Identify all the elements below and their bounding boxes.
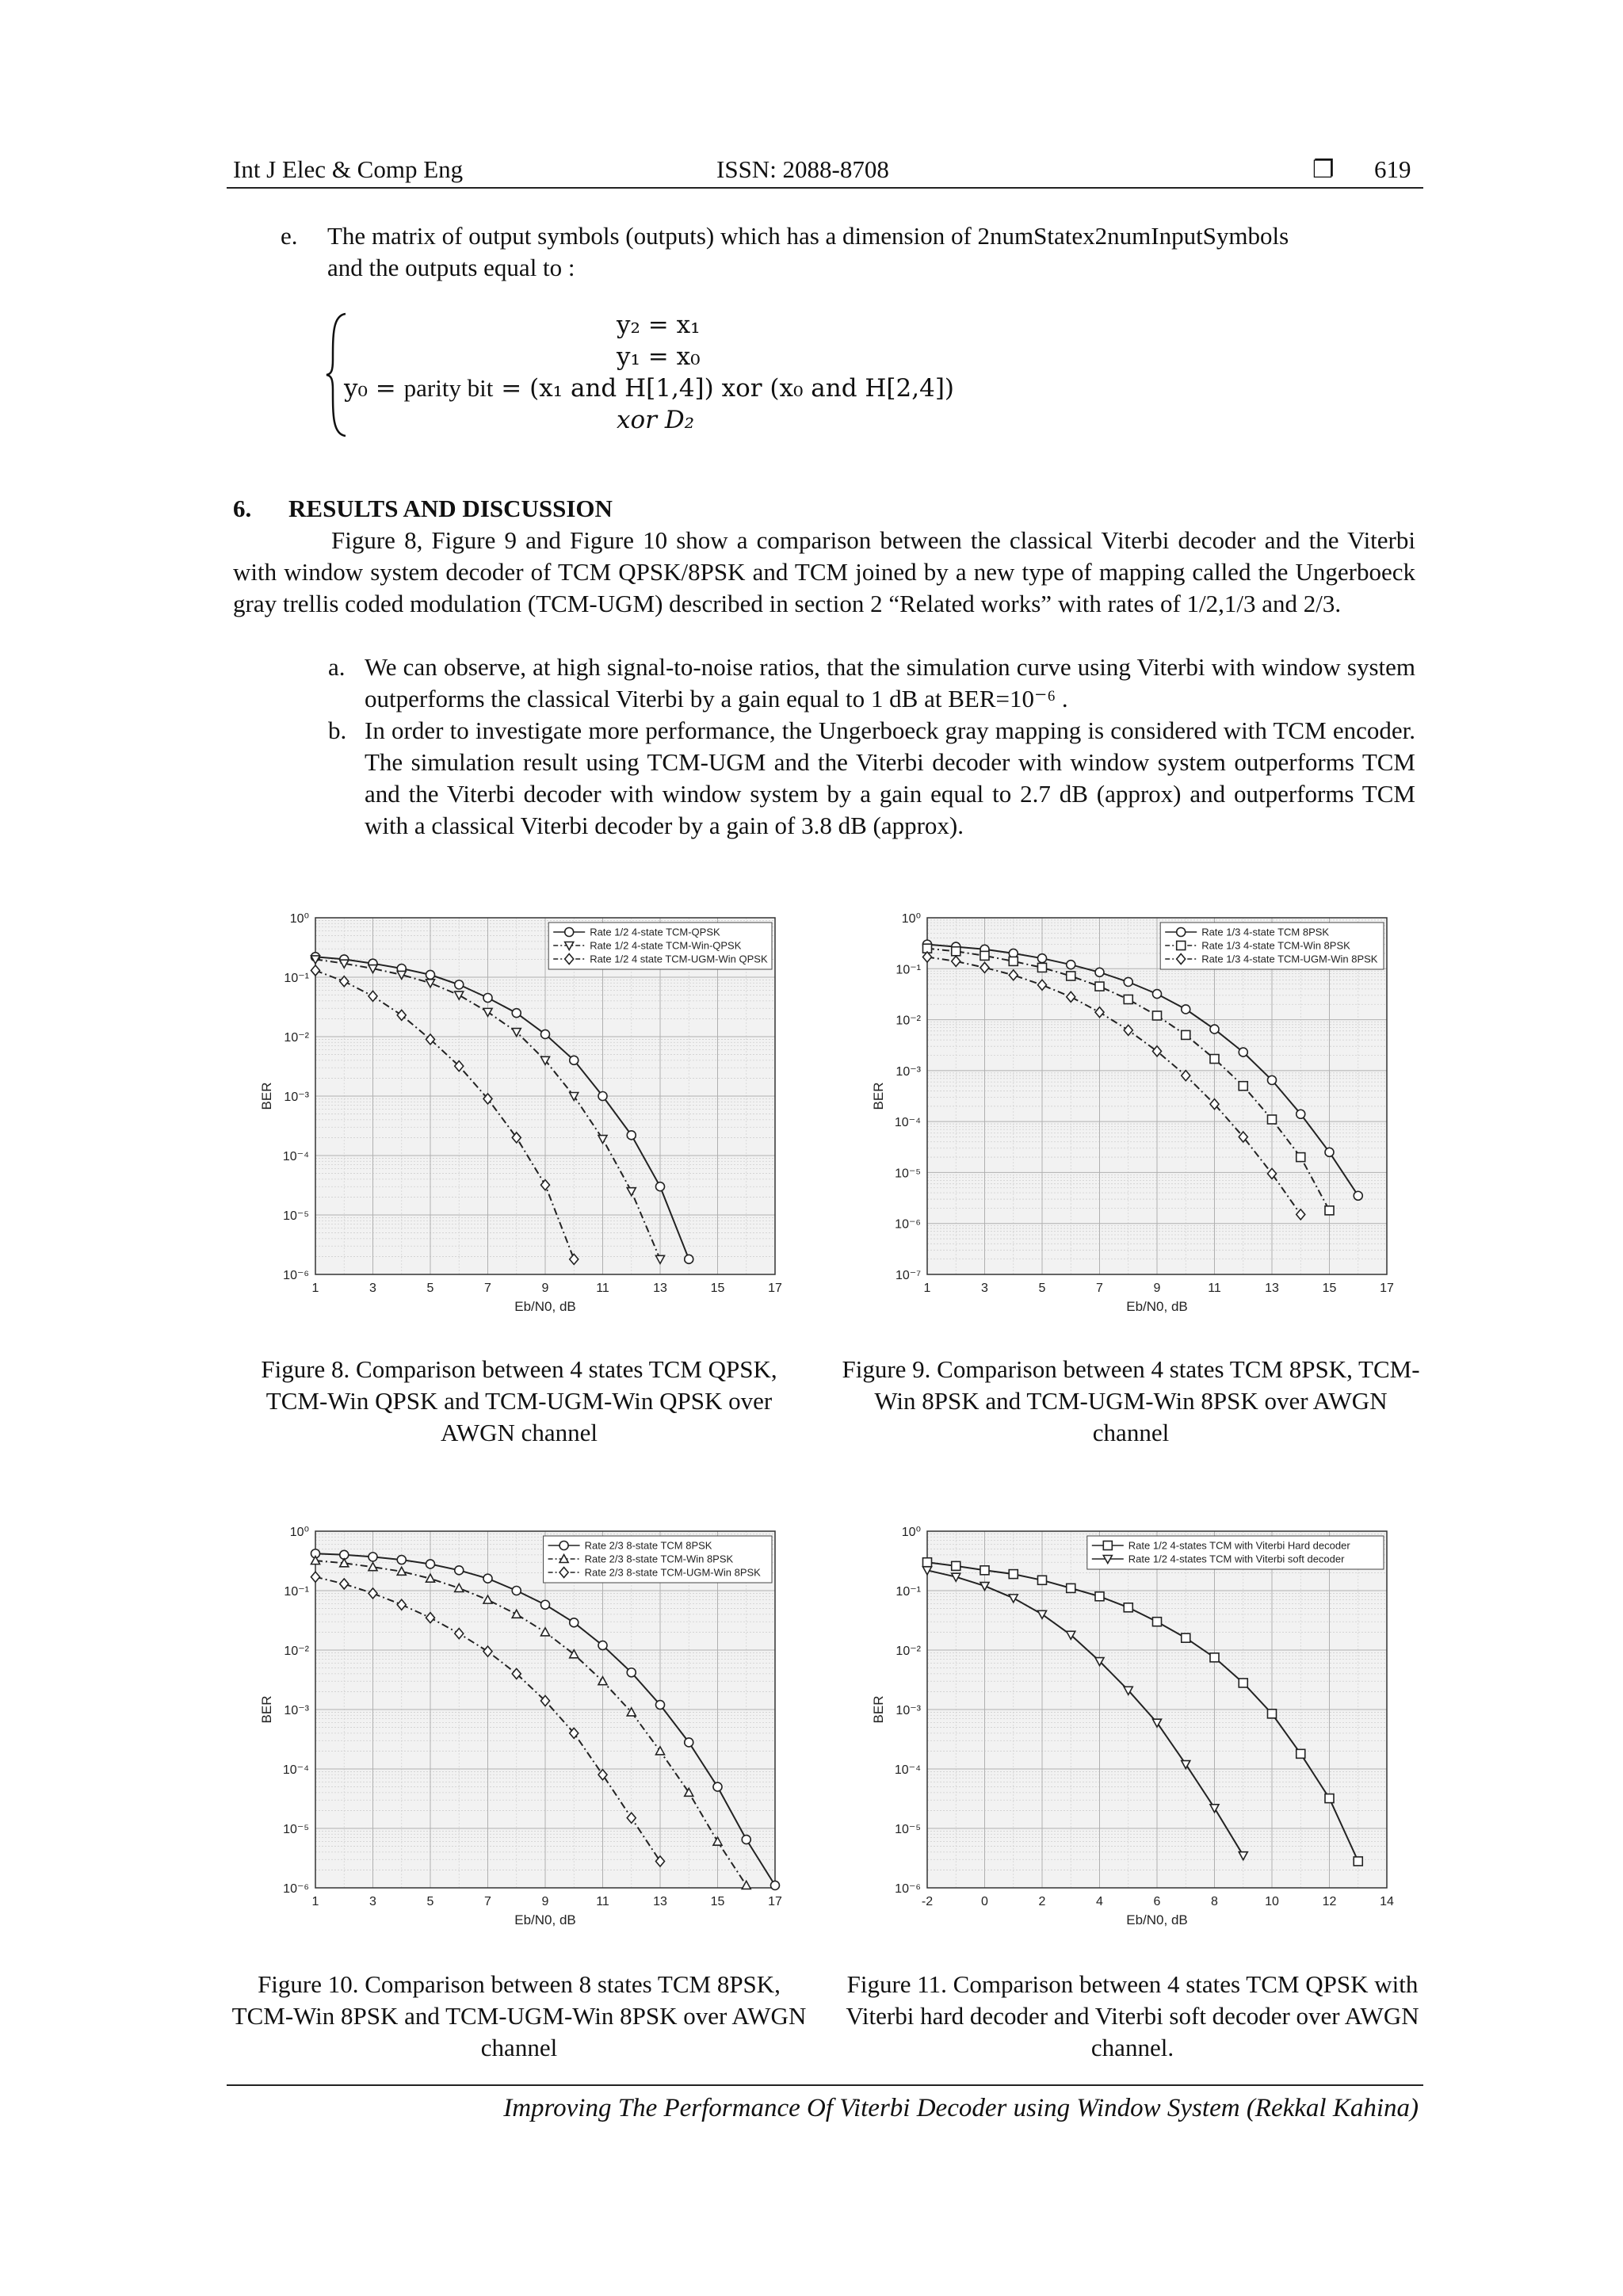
data-point [1210, 1055, 1219, 1064]
x-tick-label: 0 [981, 1895, 988, 1908]
x-tick-label: 5 [426, 1282, 434, 1295]
data-point [1239, 1082, 1247, 1091]
x-tick-label: 15 [710, 1282, 725, 1295]
item-b-marker: b. [328, 716, 347, 744]
x-tick-label: 5 [426, 1895, 434, 1908]
running-header-journal: Int J Elec & Comp Eng [233, 155, 464, 183]
data-point [541, 1030, 550, 1038]
data-point [685, 1255, 693, 1263]
y-axis-label: BER [871, 1695, 886, 1724]
x-tick-label: 3 [369, 1895, 376, 1908]
y-tick-label: 10⁻³ [896, 1704, 921, 1717]
y-tick-label: 10⁻¹ [284, 972, 309, 985]
y-tick-label: 10⁰ [901, 912, 921, 926]
y-tick-label: 10⁻⁴ [282, 1763, 309, 1777]
data-point [1153, 1011, 1162, 1020]
data-point [656, 1701, 665, 1710]
box-icon: ❐ [1312, 155, 1335, 184]
figure-8-caption: Figure 8. Comparison between 4 states TCM QPSK, TCM-Win QPSK and TCM-UGM-Win QPSK over AWGN channel [261, 1355, 777, 1446]
x-tick-label: 3 [981, 1282, 988, 1295]
legend-marker [1177, 942, 1186, 950]
data-point [1124, 995, 1132, 1003]
data-point [598, 1641, 607, 1650]
data-point [598, 1092, 607, 1101]
y-axis-label: BER [259, 1695, 274, 1724]
data-point [1153, 1618, 1162, 1626]
y-tick-label: 10⁻⁶ [283, 1882, 309, 1896]
figure-11-caption: Figure 11. Comparison between 4 states TCM QPSK with Viterbi hard decoder and Viterbi soft decoder over AWGN channel. [846, 1970, 1419, 2061]
x-tick-label: 9 [1153, 1282, 1161, 1295]
x-tick-label: 7 [1096, 1282, 1103, 1295]
data-point [1124, 977, 1132, 986]
y-tick-label: 10⁻⁵ [895, 1823, 921, 1836]
data-point [685, 1738, 693, 1747]
legend-label: Rate 2/3 8-state TCM-Win 8PSK [584, 1553, 734, 1565]
figure-9-chart [864, 902, 1403, 1330]
data-point [1268, 1710, 1277, 1718]
equation-xor-d2: xor D₂ [617, 406, 695, 434]
x-axis-label: Eb/N0, dB [1126, 1299, 1188, 1314]
x-tick-label: 9 [541, 1282, 549, 1295]
y-axis-label: BER [259, 1082, 274, 1110]
x-tick-label: 13 [1265, 1282, 1279, 1295]
x-tick-label: 1 [311, 1282, 319, 1295]
data-point [512, 1587, 521, 1595]
y-tick-label: 10⁻³ [896, 1064, 921, 1079]
figure-9-caption: Figure 9. Comparison between 4 states TCM 8PSK, TCM-Win 8PSK and TCM-UGM-Win 8PSK over AWGN channel [842, 1355, 1420, 1446]
x-tick-label: 4 [1096, 1895, 1103, 1908]
x-axis-label: Eb/N0, dB [514, 1299, 576, 1314]
x-tick-label: 11 [596, 1895, 609, 1908]
x-tick-label: 11 [596, 1282, 609, 1295]
x-tick-label: 7 [484, 1895, 491, 1908]
data-point [1325, 1148, 1334, 1156]
equation-y2: y₂ = x₁ [617, 311, 701, 339]
data-point [1095, 982, 1104, 991]
x-tick-label: 14 [1380, 1895, 1394, 1908]
data-point [627, 1668, 636, 1677]
x-axis-label: Eb/N0, dB [1126, 1912, 1188, 1927]
data-point [1067, 961, 1075, 969]
data-point [455, 980, 464, 989]
item-e-line2: and the outputs equal to : [327, 254, 575, 281]
data-point [1124, 1603, 1132, 1612]
y-tick-label: 10⁻⁴ [894, 1763, 921, 1777]
x-tick-label: 1 [311, 1895, 319, 1908]
data-point [483, 1574, 492, 1583]
data-point [1009, 957, 1018, 965]
figure-11-chart [864, 1515, 1403, 1943]
legend-label: Rate 1/3 4-state TCM-UGM-Win 8PSK [1201, 953, 1378, 965]
y-tick-label: 10⁻⁵ [283, 1823, 309, 1836]
y-tick-label: 10⁻⁶ [895, 1882, 921, 1896]
data-point [1095, 968, 1104, 976]
data-point [1038, 1576, 1047, 1584]
data-point [1210, 1025, 1219, 1033]
item-a-text: We can observe, at high signal-to-noise ratios, that the simulation curve using Viterbi with window system outperforms the classical Viterbi by a gain equal to 1 dB at BER=10⁻⁶ . [365, 653, 1415, 712]
section-title: RESULTS AND DISCUSSION [288, 495, 613, 522]
figure-8-chart [252, 902, 791, 1330]
data-point [1296, 1153, 1305, 1162]
x-tick-label: 13 [653, 1895, 667, 1908]
section-paragraph: Figure 8, Figure 9 and Figure 10 show a comparison between the classical Viterbi decoder and the Viterbi with window system decoder of TCM QPSK/8PSK and TCM joined by a new type of mapping called the Ungerboeck gray trellis coded modulation (TCM-UGM) described in section 2 “Related works” with rates of 1/2,1/3 and 2/3. [233, 526, 1415, 617]
legend-label: Rate 1/2 4-state TCM-Win-QPSK [590, 939, 742, 952]
data-point [980, 1566, 989, 1575]
data-point [1325, 1206, 1334, 1215]
data-point [1067, 1584, 1075, 1592]
data-point [570, 1618, 579, 1627]
y-tick-label: 10⁰ [901, 1526, 921, 1539]
y-tick-label: 10⁻² [896, 1014, 921, 1028]
data-point [570, 1056, 579, 1064]
data-point [656, 1182, 665, 1191]
equation-y0: y₀ = parity bit = (x₁ and H[1,4]) xor (x₀ and H[2,4]) [344, 374, 955, 403]
y-tick-label: 10⁻⁵ [283, 1209, 309, 1223]
legend-label: Rate 2/3 8-state TCM-UGM-Win 8PSK [584, 1566, 761, 1579]
x-tick-label: 15 [710, 1895, 725, 1908]
figure-10-caption: Figure 10. Comparison between 8 states TCM 8PSK, TCM-Win 8PSK and TCM-UGM-Win 8PSK over AWGN channel [231, 1970, 807, 2061]
y-tick-label: 10⁻⁷ [895, 1269, 921, 1282]
data-point [369, 1553, 377, 1561]
x-tick-label: 5 [1038, 1282, 1046, 1295]
data-point [541, 1600, 550, 1609]
x-tick-label: 6 [1153, 1895, 1161, 1908]
item-e-marker: e. [281, 222, 298, 250]
data-point [1182, 1030, 1190, 1039]
data-point [1296, 1749, 1305, 1758]
legend-label: Rate 1/2 4 state TCM-UGM-Win QPSK [590, 953, 768, 965]
running-header-issn: ISSN: 2088-8708 [716, 155, 889, 183]
footer-rule [227, 2084, 1423, 2086]
data-point [952, 1561, 960, 1570]
x-tick-label: 3 [369, 1282, 376, 1295]
legend-marker [559, 1541, 568, 1550]
data-point [1268, 1115, 1277, 1124]
x-tick-label: 17 [1380, 1282, 1394, 1295]
legend-label: Rate 2/3 8-state TCM 8PSK [584, 1539, 712, 1552]
y-tick-label: 10⁻⁴ [282, 1150, 309, 1163]
section-number: 6. [233, 495, 252, 522]
x-tick-label: 17 [768, 1282, 782, 1295]
x-tick-label: 10 [1265, 1895, 1279, 1908]
data-point [1210, 1653, 1219, 1662]
equation-y1: y₁ = x₀ [617, 342, 701, 371]
data-point [1239, 1048, 1247, 1056]
x-tick-label: 2 [1038, 1895, 1046, 1908]
header-rule [227, 187, 1423, 189]
data-point [1296, 1110, 1305, 1118]
x-axis-label: Eb/N0, dB [514, 1912, 576, 1927]
y-tick-label: 10⁰ [289, 1526, 309, 1539]
legend-label: Rate 1/3 4-state TCM-Win 8PSK [1201, 939, 1350, 952]
x-tick-label: 11 [1208, 1282, 1221, 1295]
x-tick-label: -2 [921, 1895, 934, 1908]
y-tick-label: 10⁻¹ [284, 1585, 309, 1599]
data-point [1153, 990, 1162, 999]
legend-label: Rate 1/2 4-states TCM with Viterbi Hard decoder [1128, 1539, 1350, 1552]
item-e-line1: The matrix of output symbols (outputs) which has a dimension of 2numStatex2numInputSymbols [327, 222, 1289, 250]
data-point [1268, 1075, 1277, 1084]
y-tick-label: 10⁻⁴ [894, 1116, 921, 1130]
legend-marker [565, 928, 574, 937]
y-tick-label: 10⁻⁶ [895, 1217, 921, 1232]
y-axis-label: BER [871, 1082, 886, 1110]
data-point [1095, 1592, 1104, 1601]
data-point [512, 1009, 521, 1018]
legend-label: Rate 1/2 4-state TCM-QPSK [590, 926, 720, 938]
y-tick-label: 10⁻³ [284, 1091, 309, 1104]
x-tick-label: 1 [923, 1282, 931, 1295]
legend-marker [1103, 1541, 1112, 1550]
data-point [742, 1836, 750, 1844]
data-point [397, 1556, 406, 1564]
y-tick-label: 10⁻³ [284, 1704, 309, 1717]
x-tick-label: 8 [1211, 1895, 1218, 1908]
data-point [455, 1566, 464, 1575]
x-tick-label: 17 [768, 1895, 782, 1908]
x-tick-label: 9 [541, 1895, 549, 1908]
x-tick-label: 7 [484, 1282, 491, 1295]
data-point [1067, 972, 1075, 980]
data-point [1182, 1633, 1190, 1642]
page-number: 619 [1374, 155, 1411, 183]
data-point [426, 970, 435, 979]
data-point [1325, 1794, 1334, 1803]
data-point [952, 947, 960, 956]
legend-label: Rate 1/3 4-state TCM 8PSK [1201, 926, 1330, 938]
y-tick-label: 10⁻² [284, 1031, 309, 1045]
item-b-text: In order to investigate more performance, the Ungerboeck gray mapping is considered with TCM encoder. The simulation result using TCM-UGM and the Viterbi decoder with window system outperforms TCM and the Viterbi decoder with window system by a gain equal to 2.7 dB (approx) and outperforms TCM with a classical Viterbi decoder by a gain of 3.8 dB (approx). [365, 716, 1415, 839]
data-point [1354, 1857, 1362, 1866]
y-tick-label: 10⁻² [896, 1645, 921, 1658]
y-tick-label: 10⁻¹ [896, 963, 921, 977]
data-point [1038, 954, 1047, 963]
y-tick-label: 10⁻¹ [896, 1585, 921, 1599]
legend-marker [1177, 928, 1186, 937]
figure-10-chart [252, 1515, 791, 1943]
x-tick-label: 13 [653, 1282, 667, 1295]
data-point [483, 994, 492, 1003]
data-point [1239, 1679, 1247, 1687]
data-point [923, 1558, 932, 1567]
footer-text: Improving The Performance Of Viterbi Decoder using Window System (Rekkal Kahina) [503, 2094, 1419, 2122]
data-point [627, 1131, 636, 1140]
data-point [1038, 963, 1047, 972]
data-point [771, 1881, 780, 1889]
y-tick-label: 10⁻⁵ [895, 1167, 921, 1181]
y-tick-label: 10⁻⁶ [283, 1269, 309, 1282]
data-point [980, 951, 989, 960]
x-tick-label: 15 [1322, 1282, 1337, 1295]
legend-label: Rate 1/2 4-states TCM with Viterbi soft decoder [1128, 1553, 1345, 1565]
item-a-marker: a. [328, 653, 346, 681]
x-tick-label: 12 [1322, 1895, 1337, 1908]
data-point [713, 1782, 722, 1791]
data-point [426, 1560, 435, 1568]
data-point [1009, 1570, 1018, 1579]
y-tick-label: 10⁻² [284, 1645, 309, 1658]
y-tick-label: 10⁰ [289, 912, 309, 926]
data-point [1182, 1005, 1190, 1014]
data-point [1354, 1191, 1362, 1200]
